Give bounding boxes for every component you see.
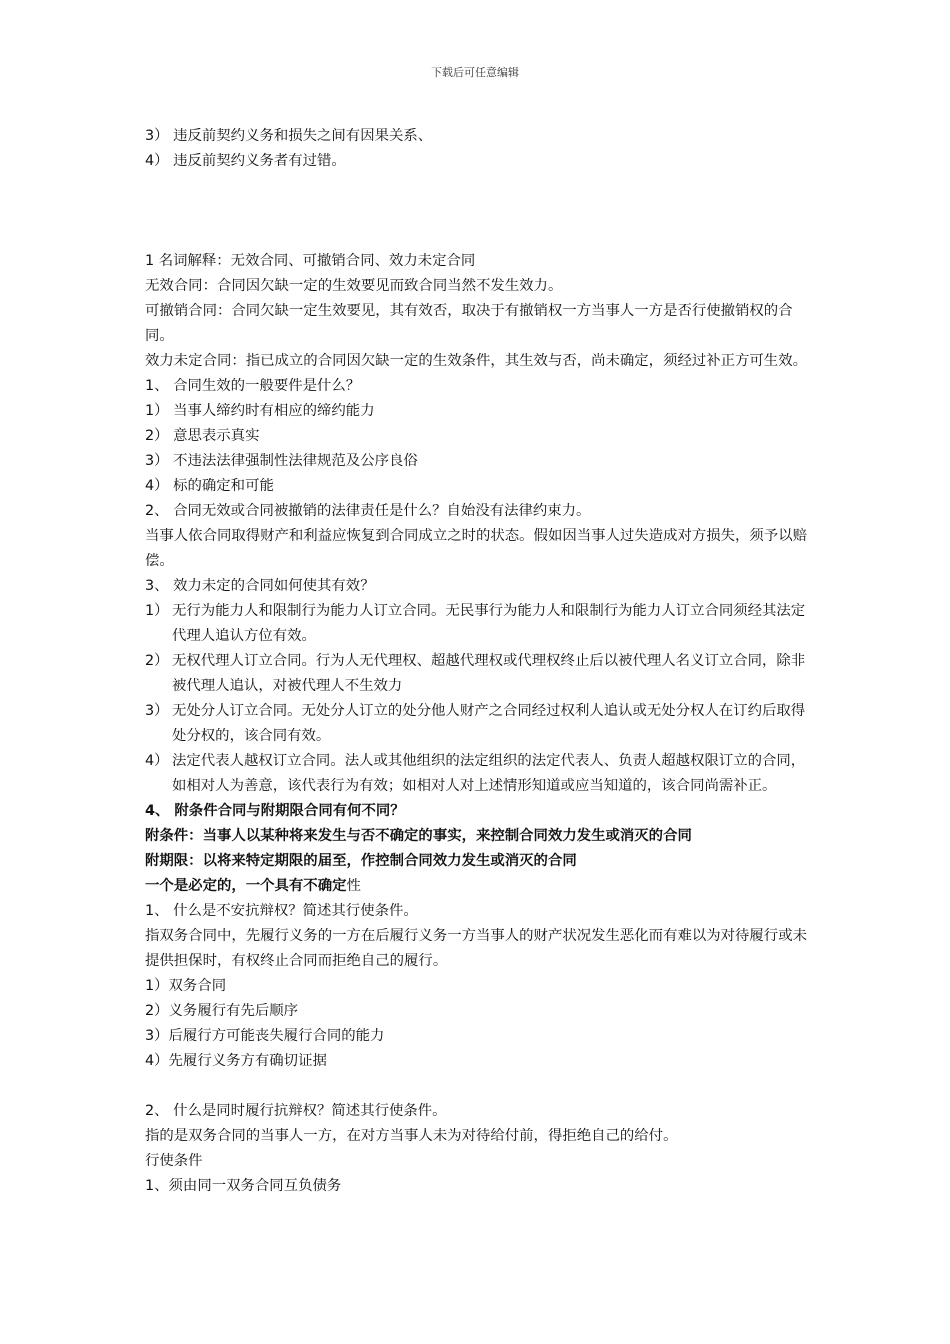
document-body bbox=[145, 124, 810, 1199]
list-text: 无行为能力人和限制行为能力人订立合同。无民事行为能力人和限制行为能力人订立合同须经其法定代理人追认方位有效。 bbox=[172, 603, 806, 644]
list-item: 2）义务履行有先后顺序 bbox=[145, 1003, 299, 1019]
list-text: 无权代理人订立合同。行为人无代理权、超越代理权或代理权终止后以被代理人名义订立合同，除非被代理人追认，对被代理人不生效力 bbox=[172, 653, 806, 694]
list-number: 4） bbox=[145, 753, 169, 769]
question: 3、 效力未定的合同如何使其有效？ bbox=[145, 578, 375, 594]
list-item bbox=[145, 649, 810, 699]
summary-bold: 一个是必定的，一个具有不确定 bbox=[145, 878, 347, 894]
summary-line bbox=[145, 874, 810, 899]
list-item: 1）双务合同 bbox=[145, 978, 227, 994]
spacer bbox=[145, 1074, 810, 1099]
list-item: 1） 当事人缔约时有相应的缔约能力 bbox=[145, 403, 375, 419]
question: 2、 什么是同时履行抗辩权？简述其行使条件。 bbox=[145, 1103, 447, 1119]
spacer bbox=[145, 174, 810, 249]
page-header: 下载后可任意编辑 bbox=[431, 66, 519, 79]
list-number: 2） bbox=[145, 653, 169, 669]
text-line: 3） 违反前契约义务和损失之间有因果关系、 bbox=[145, 128, 433, 144]
paragraph: 指的是双务合同的当事人一方，在对方当事人未为对待给付前，得拒绝自己的给付。 bbox=[145, 1128, 678, 1144]
question: 1、 合同生效的一般要件是什么？ bbox=[145, 378, 361, 394]
text-line: 行使条件 bbox=[145, 1153, 203, 1169]
list-item: 1、须由同一双务合同互负债务 bbox=[145, 1178, 342, 1194]
list-text: 法定代表人越权订立合同。法人或其他组织的法定组织的法定代表人、负责人超越权限订立的合同，如相对人为善意，该代表行为有效；如相对人对上述情形知道或应当知道的，该合同尚需补正。 bbox=[172, 753, 806, 794]
list-item: 4）先履行义务方有确切证据 bbox=[145, 1053, 327, 1069]
text-line: 无效合同：合同因欠缺一定的生效要见而致合同当然不发生效力。 bbox=[145, 278, 563, 294]
section-heading: 1 名词解释：无效合同、可撤销合同、效力未定合同 bbox=[145, 253, 476, 269]
list-item bbox=[145, 599, 810, 649]
summary-tail: 性 bbox=[346, 878, 361, 894]
question-bold: 4、 附条件合同与附期限合同有何不同？ bbox=[145, 803, 405, 819]
paragraph: 效力未定合同：指已成立的合同因欠缺一定的生效条件，其生效与否，尚未确定，须经过补正方可生效。 bbox=[145, 353, 807, 369]
list-item bbox=[145, 699, 810, 749]
paragraph: 当事人依合同取得财产和利益应恢复到合同成立之时的状态。假如因当事人过失造成对方损失，须予以赔偿。 bbox=[145, 528, 807, 569]
list-item: 3）后履行方可能丧失履行合同的能力 bbox=[145, 1028, 385, 1044]
definition-bold: 附期限：以将来特定期限的届至，作控制合同效力发生或消灭的合同 bbox=[145, 853, 577, 869]
text-line: 4） 违反前契约义务者有过错。 bbox=[145, 153, 346, 169]
paragraph: 可撤销合同：合同欠缺一定生效要见，其有效否，取决于有撤销权一方当事人一方是否行使撤销权的合同。 bbox=[145, 303, 793, 344]
question: 2、 合同无效或合同被撤销的法律责任是什么？自始没有法律约束力。 bbox=[145, 503, 591, 519]
list-item: 3） 不违法法律强制性法律规范及公序良俗 bbox=[145, 453, 418, 469]
list-number: 3） bbox=[145, 703, 169, 719]
question: 1、 什么是不安抗辩权？简述其行使条件。 bbox=[145, 903, 418, 919]
paragraph: 指双务合同中，先履行义务的一方在后履行义务一方当事人的财产状况发生恶化而有难以为对待履行或未提供担保时，有权终止合同而拒绝自己的履行。 bbox=[145, 928, 807, 969]
list-text: 无处分人订立合同。无处分人订立的处分他人财产之合同经过权利人追认或无处分权人在订约后取得处分权的，该合同有效。 bbox=[172, 703, 806, 744]
list-item: 4） 标的确定和可能 bbox=[145, 478, 274, 494]
list-number: 1） bbox=[145, 603, 169, 619]
definition-bold: 附条件：当事人以某种将来发生与否不确定的事实，来控制合同效力发生或消灭的合同 bbox=[145, 828, 692, 844]
list-item: 2） 意思表示真实 bbox=[145, 428, 260, 444]
list-item bbox=[145, 749, 810, 799]
